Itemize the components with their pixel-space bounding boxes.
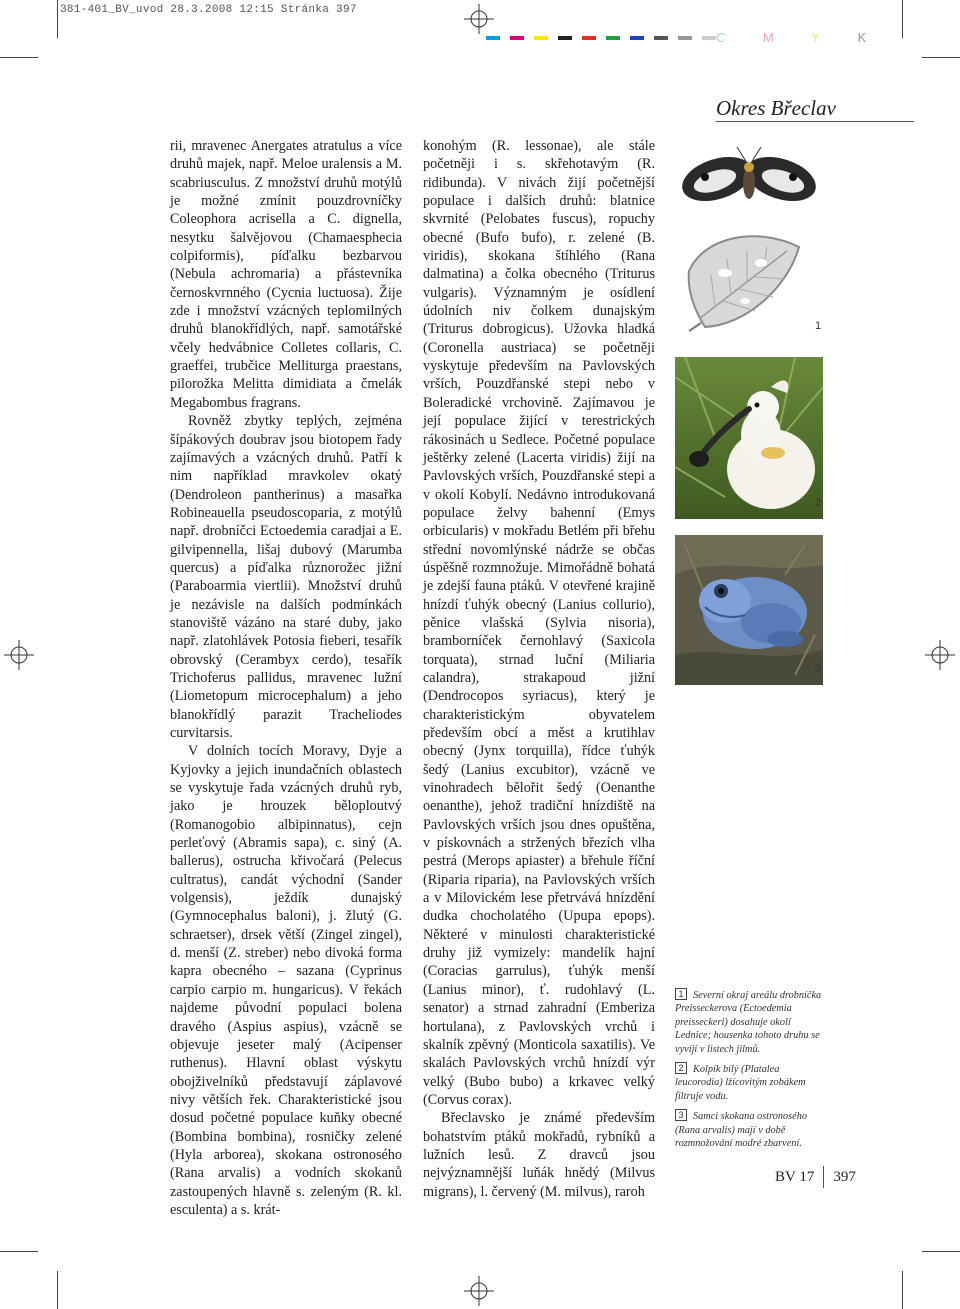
crop-mark-bottom-right-v: [902, 1271, 903, 1309]
text-column-1: [170, 137, 402, 1219]
crop-mark-bottom-right-h: [922, 1251, 960, 1252]
paragraph: konohým (R. lessonae), ale stále početněji i s. skřehotavým (R. ridibunda). V nivách žijí početnější populace i dalších druhů: blatnice skvrnité (Pelobates fuscus), ropuchy obecné (Bufo bufo), r. zelené (B. viridis), skokana štíhlého (Rana dalmatina) a čolka obecného (Triturus vulgaris). Významným je osídlení údolních niv čolkem dunajským (Triturus dobrogicus). Užovka hladká (Coronella austriaca) se početněji vyskytuje především na Pavlovských vrších, Pouzdřanské stepi nebo v Boleradické vrchovině. Zajímavou je její populace žijící v terestrických rákosinách u Sedlece. Početné populace ještěrky zelené (Lacerta viridis) žijí na Pavlovských vrších, Pouzdřanské stepi a v okolí Kobylí. Nedávno introdukovaná populace želvy bahenní (Emys orbicularis) v mokřadu Betlém při břehu střední novomlýnské nádrže se občas úspěšně rozmnožuje. Mimořádně bohatá je zdejší fauna ptáků. V otevřené krajině hnízdí ťuhýk obecný (Lanius collurio), pěnice vlašská (Sylvia nisoria), bramborníček černohlavý (Saxicola torquata), strnad luční (Miliaria calandra), strakapoud jižní (Dendrocopos syriacus), který je charakteristickým obyvatelem především obcí a měst a krutihlav obecný (Jynx torquilla), řídce ťuhýk šedý (Lanius excubitor), vzácně ve vinohradech bělořit šedý (Oenanthe oenanthe), jehož tradiční hnízdiště na Pavlovských vrších jsou dnes opuštěna, v pískovnách a stržených březích vlha pestrá (Merops apiaster) a břehule říční (Riparia riparia), na Pavlovských vrších a v Milovickém lese přetrvává hnízdění dudka chocholatého (Upupa epops). Některé v minulosti charakteristické druhy již vymizely: mandelík hajní (Coracias garrulus), ťuhýk menší (Lanius minor), ť. rudohlavý (L. senator) a strnad zahradní (Emberiza hortulana), z Pavlovských vrchů i skalník zpěvný (Monticola saxatilis). Ve skalách Pavlovských vrchů hnízdí výr velký (Bubo bubo) a krkavec velký (Corvus corax).: [423, 138, 655, 1108]
swatch-green: [606, 36, 620, 40]
swatch-gray-1: [654, 36, 668, 40]
cmyk-labels: [716, 30, 900, 45]
cmyk-k: K: [857, 30, 867, 45]
swatch-gray-2: [678, 36, 692, 40]
caption-number-box: 1: [675, 988, 687, 1000]
photo-captions: [675, 988, 825, 1156]
cmyk-y: Y: [811, 30, 820, 45]
registration-mark-top: [464, 4, 494, 34]
caption-3: [675, 1109, 825, 1150]
swatch-cyan: [486, 36, 500, 40]
caption-1: [675, 988, 825, 1056]
caption-number-box: 2: [675, 1062, 687, 1074]
cmyk-m: M: [763, 30, 774, 45]
registration-mark-left: [4, 640, 34, 670]
registration-mark-bottom: [464, 1276, 494, 1306]
caption-2: [675, 1062, 825, 1103]
caption-text: Kolpík bílý (Platalea leucorodia) lžícovitým zobákem filtruje vodu.: [675, 1064, 806, 1102]
registration-mark-right: [925, 640, 955, 670]
crop-mark-top-left-h: [0, 57, 38, 58]
header-rule: [716, 121, 914, 122]
crop-mark-bottom-left-v: [57, 1271, 58, 1309]
swatch-black: [558, 36, 572, 40]
cmyk-c: C: [716, 30, 726, 45]
photo-number-3: 3: [815, 663, 822, 675]
text-column-2: [423, 137, 655, 1201]
photo-number-2: 2: [815, 497, 822, 509]
swatch-red: [582, 36, 596, 40]
paragraph: rii, mravenec Anergates atratulus a více druhů majek, např. Meloe uralensis a M. scabriusculus. Z množství druhů motýlů je možné zmínit pouzdrovníčky Coleophora acrisella a C. dignella, nesytku šalvějovou (Chamaesphecia colpiformis), píďalku bezbarvou (Nebula achromaria) a přástevníka černoskvrnného (Cycnia luctuosa). Žije zde i množství vzácných teplomilných druhů blanokřídlých, např. samotářské včely hedvábnice Colletes collaris, C. graeffei, trubčice Melliturga praestans, pilorožka Melitta dimidiata a čmelák Megabombus fragrans.: [170, 138, 402, 411]
crop-mark-bottom-left-h: [0, 1251, 38, 1252]
crop-mark-top-right-h: [922, 57, 960, 58]
crop-mark-top-right-v: [902, 0, 903, 38]
running-header: Okres Břeclav: [716, 96, 836, 120]
swatch-gray-3: [702, 36, 716, 40]
printer-slug: 381-401_BV_uvod 28.3.2008 12:15 Stránka 397: [60, 4, 357, 16]
photo-number-1: 1: [815, 320, 822, 332]
caption-text: Severní okraj areálu drobníčka Preisseckerova (Ectoedemia preisseckeri) dosahuje okolí Lednice; housenka tohoto druhu se vyvíjí v listech jilmů.: [675, 990, 822, 1055]
swatch-magenta: [510, 36, 524, 40]
journal-label: BV 17: [775, 1168, 815, 1185]
color-control-bar: [486, 36, 716, 42]
footer-separator: [823, 1166, 824, 1188]
swatch-yellow: [534, 36, 548, 40]
caption-number-box: 3: [675, 1109, 687, 1121]
paragraph: Rovněž zbytky teplých, zejména šípákových doubrav jsou biotopem řady zajímavých a vzácných druhů. Patří k nim například mravkolev okatý (Dendroleon pantherinus) a masařka Robineauella pseudoscoparia, z motýlů např. drobníčci Ectoedemia caradjai a E. gilvipennella, lišaj dubový (Marumba quercus) a píďalka různorožec jižní (Paraboarmia viertlii). Množství druhů je nezávisle na dalších podmínkách stanoviště vázáno na staré duby, jako např. zlatohlávek Potosia fieberi, tesařík obrovský (Cerambyx cerdo), tesařík Trichoferus pallidus, mravenec lužní (Liometopum microcephalum) a jeho blanokřídlý parazit Tracheliodes curvitarsis.: [170, 413, 402, 741]
paragraph: Břeclavsko je známé především bohatstvím ptáků mokřadů, rybníků a lužních lesů. Z dravců jsou nejvýznamnější luňák hnědý (Milvus migrans), l. červený (M. milvus), raroh: [423, 1110, 655, 1200]
caption-text: Samci skokana ostronosého (Rana arvalis) mají v době rozmnožování modré zbarvení.: [675, 1111, 808, 1150]
crop-mark-top-left-v: [57, 0, 58, 38]
page-footer: [775, 1166, 856, 1188]
paragraph: V dolních tocích Moravy, Dyje a Kyjovky a jejich inundačních oblastech se vyskytuje řada vzácných druhů ryb, jako je hrouzek běloploutvý (Romanogobio albipinnatus), cejn perleťový (Abramis sapa), c. siný (A. ballerus), ostrucha křivočará (Pelecus cultratus), candát východní (Sander volgensis), ježdík dunajský (Gymnocephalus baloni), j. žlutý (G. schraetser), drsek větší (Zingel zingel), d. menší (Z. streber) nebo divoká forma kapra obecného – sazana (Cyprinus carpio carpio m. hungaricus). V řekách najdeme původní populaci bolena dravého (Aspius aspius), vzácně se objevuje jeseter malý (Acipenser ruthenus). Hlavní oblast výskytu obojživelníků představují záplavové nivy větších řek. Charakteristické jsou dosud početné populace kuňky obecné (Bombina bombina), rosničky zelené (Hyla arborea), skokana ostronosého (Rana arvalis) a vodních skokanů zastoupených hlavně s. zeleným (R. kl. esculenta) a s. krát-: [170, 743, 402, 1218]
swatch-blue: [630, 36, 644, 40]
photo-spoonbill: [675, 357, 823, 519]
page-number: 397: [833, 1168, 856, 1185]
photo-frog: [675, 535, 823, 685]
photo-moth: [675, 139, 823, 337]
